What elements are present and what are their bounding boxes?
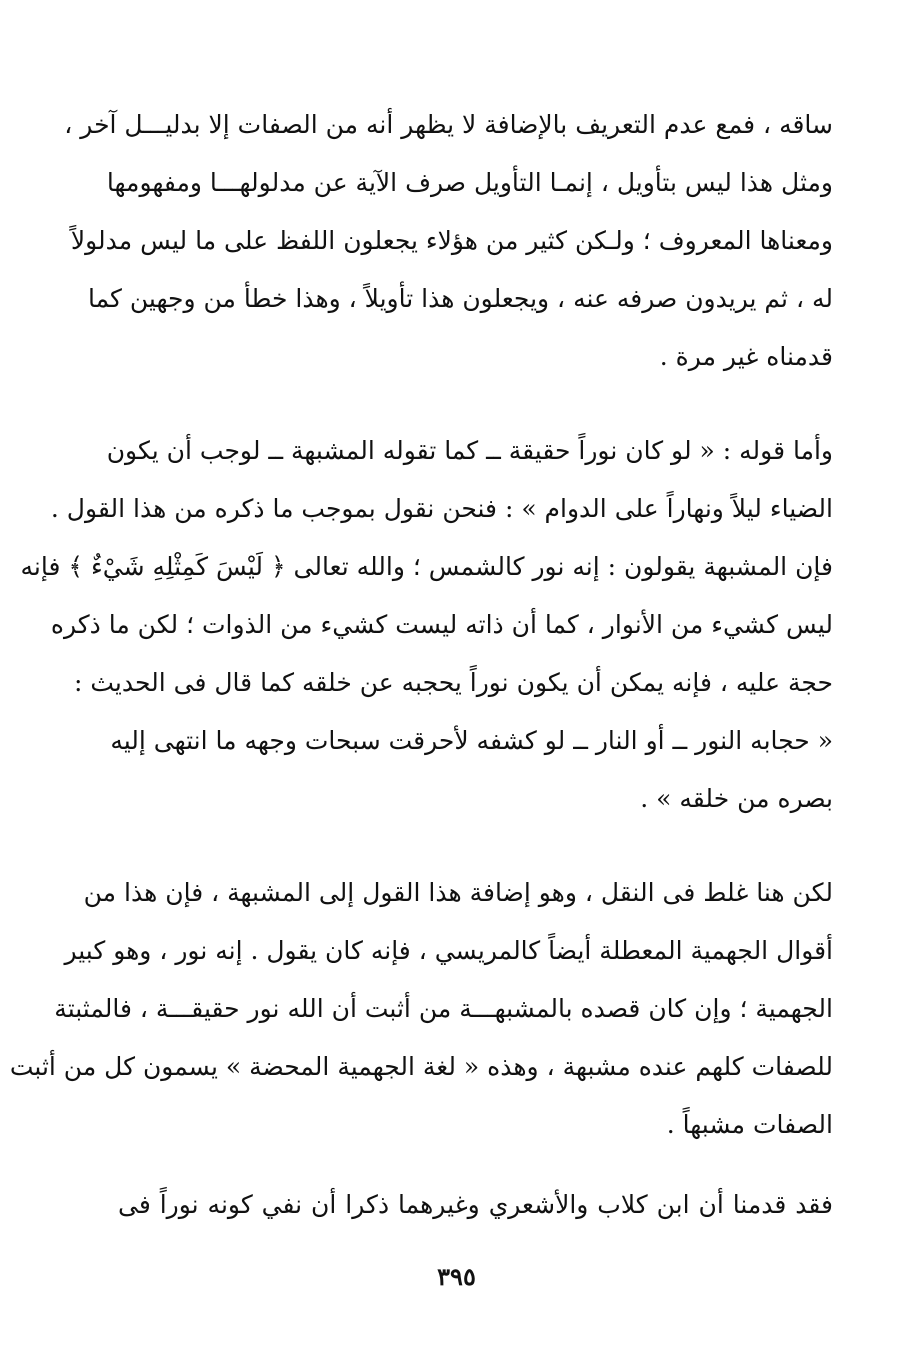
text-line: حجة عليه ، فإنه يمكن أن يكون نوراً يحجبه عن خلقه كما قال فى الحديث : [74, 668, 833, 697]
text-line: لكن هنا غلط فى النقل ، وهو إضافة هذا القول إلى المشبهة ، فإن هذا من [83, 878, 833, 907]
paragraph-gap [118, 386, 833, 422]
text-line: ومعناها المعروف ؛ ولـكن كثير من هؤلاء يجعلون اللفظ على ما ليس مدلولاً [70, 226, 833, 255]
text-line: ومثل هذا ليس بتأويل ، إنمـا التأويل صرف الآية عن مدلولهـــا ومفهومها [106, 168, 833, 197]
text-line: الجهمية ؛ وإن كان قصده بالمشبهـــة من أثبت أن الله نور حقيقـــة ، فالمثبتة [54, 994, 833, 1023]
text-line: « حجابه النور ــ أو النار ــ لو كشفه لأحرقت سبحات وجهه ما انتهى إليه [110, 726, 833, 755]
text-line: فقد قدمنا أن ابن كلاب والأشعري وغيرهما ذكرا أن نفي كونه نوراً فى [118, 1190, 833, 1219]
paragraph-gap [118, 828, 833, 864]
text-line: للصفات كلهم عنده مشبهة ، وهذه « لغة الجهمية المحضة » يسمون كل من أثبت [9, 1052, 833, 1081]
text-line: الضياء ليلاً ونهاراً على الدوام » : فنحن نقول بموجب ما ذكره من هذا القول . [50, 494, 833, 523]
paragraph-1 [64, 96, 833, 386]
page-number: ٣٩٥ [437, 1262, 476, 1291]
text-line: فإن المشبهة يقولون : إنه نور كالشمس ؛ والله تعالى ﴿ لَيْسَ كَمِثْلِهِ شَيْءٌ ﴾ فإنه [20, 552, 833, 581]
text-line: أقوال الجهمية المعطلة أيضاً كالمريسي ، فإنه كان يقول . إنه نور ، وهو كبير [64, 936, 833, 965]
text-line: ساقه ، فمع عدم التعريف بالإضافة لا يظهر أنه من الصفات إلا بدليـــل آخر ، [64, 110, 833, 139]
paragraph-gap [118, 1154, 833, 1176]
text-line: وأما قوله : « لو كان نوراً حقيقة ــ كما تقوله المشبهة ــ لوجب أن يكون [106, 436, 833, 465]
paragraph-2 [20, 422, 833, 828]
text-line: قدمناه غير مرة . [659, 342, 833, 371]
text-line: له ، ثم يريدون صرفه عنه ، ويجعلون هذا تأويلاً ، وهذا خطأ من وجهين كما [87, 284, 833, 313]
text-line: ليس كشيء من الأنوار ، كما أن ذاته ليست كشيء من الذوات ؛ لكن ما ذكره [50, 610, 833, 639]
paragraph-4 [118, 1176, 833, 1234]
paragraph-3 [9, 864, 833, 1154]
text-line: الصفات مشبهاً . [666, 1110, 833, 1139]
text-line: بصره من خلقه » . [640, 784, 833, 813]
page-body [9, 96, 833, 1234]
